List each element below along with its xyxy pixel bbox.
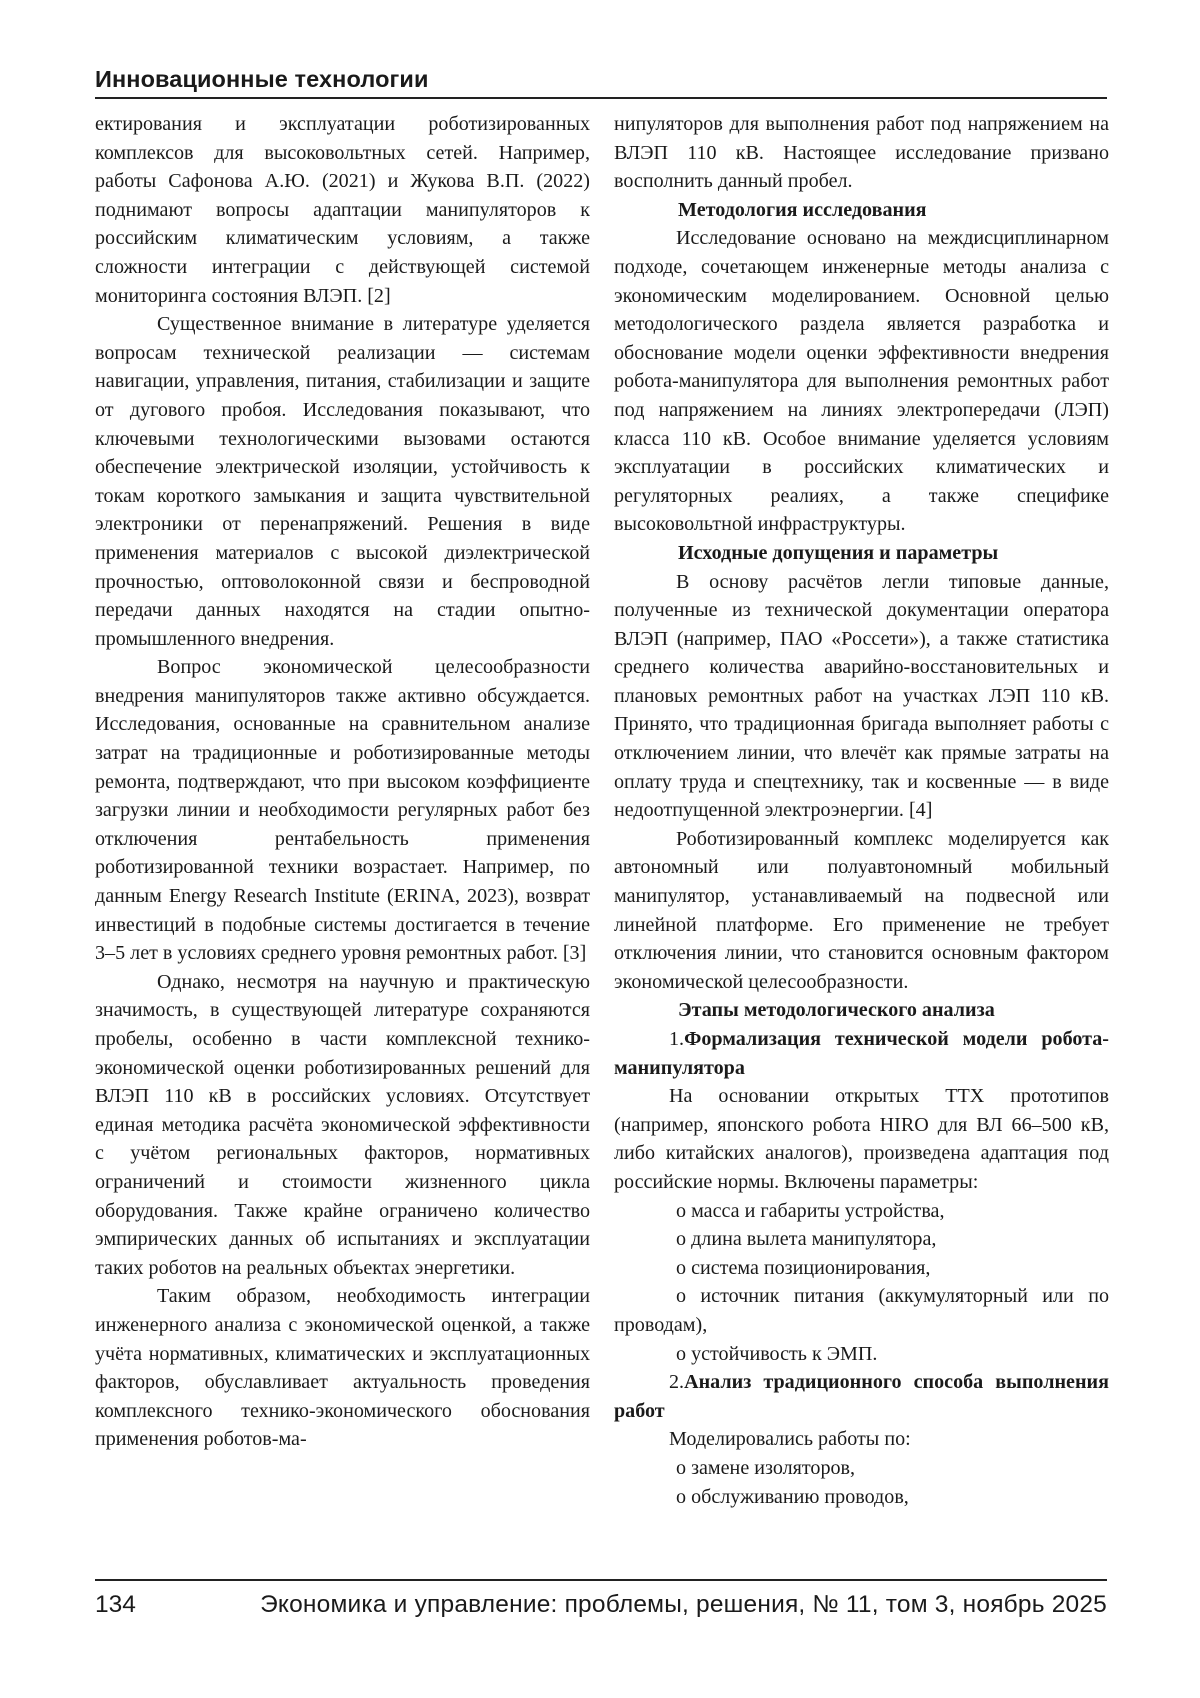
stage-1-title: Формализация технической модели робота-манипулятора — [614, 1028, 1109, 1079]
header-rule — [95, 97, 1107, 99]
left-paragraph-1: ектирования и эксплуатации роботизированных комплексов для высоковольтных сетей. Например, работы Сафонова А.Ю. (2021) и Жукова В.П. (2022) поднимают вопросы адаптации манипуляторов к российским климатическим условиям, а также сложности интеграции с действующей системой мониторинга состояния ВЛЭП. [2] — [95, 113, 590, 307]
stage-1-list-item: о источник питания (аккумуляторный или по проводам), — [614, 1285, 1109, 1336]
stage-1-list-item: о масса и габариты устройства, — [676, 1199, 945, 1222]
stage-2-title: Анализ традиционного способа выполнения работ — [614, 1371, 1109, 1422]
stage-1-number: 1. — [669, 1028, 685, 1050]
right-column — [614, 110, 1109, 1575]
footer-rule — [95, 1579, 1107, 1581]
heading-assumptions: Исходные допущения и параметры — [678, 541, 999, 564]
left-paragraph-4: Однако, несмотря на научную и практическую значимость, в существующей литературе сохраняются пробелы, особенно в части комплексной технико-экономической оценки роботизированных решений для ВЛЭП 110 кВ в российских условиях. Отсутствует единая методика расчёта экономической эффективности с учётом региональных факторов, нормативных ограничений и стоимости жизненного цикла оборудования. Также крайне ограничено количество эмпирических данных об испытаниях и эксплуатации таких роботов на реальных объектах энергетики. — [95, 970, 590, 1279]
stage-1-list-item: о устойчивость к ЭМП. — [676, 1342, 878, 1365]
stage-1-list-item: о система позиционирования, — [676, 1256, 931, 1279]
left-paragraph-5: Таким образом, необходимость интеграции инженерного анализа с экономической оценкой, а также учёта нормативных, климатических и эксплуатационных факторов, обуславливает актуальность проведения комплексного технико-экономического обоснования применения роботов-ма- — [95, 1285, 590, 1451]
robot-model-paragraph: Роботизированный комплекс моделируется как автономный или полуавтономный мобильный манипулятор, устанавливаемый на подвесной или линейной платформе. Его применение не требует отключения линии, что становится основным фактором экономической целесообразности. — [614, 827, 1109, 993]
stage-2-list-item: о обслуживанию проводов, — [676, 1485, 909, 1508]
left-paragraph-3: Вопрос экономической целесообразности внедрения манипуляторов также активно обсуждается. Исследования, основанные на сравнительном анализе затрат на традиционные и роботизированные методы ремонта, подтверждают, что при высоком коэффициенте загрузки линии и необходимости регулярных работ без отключения рентабельность применения роботизированной техники возрастает. Например, по данным Energy Research Institute (ERINA, 2023), возврат инвестиций в подобные системы достигается в течение 3–5 лет в условиях среднего уровня ремонтных работ. [3] — [95, 656, 590, 965]
stage-2-paragraph: Моделировались работы по: — [669, 1428, 911, 1451]
stage-1-list-item: о длина вылета манипулятора, — [676, 1228, 937, 1251]
heading-stages: Этапы методологического анализа — [678, 999, 995, 1022]
heading-methodology: Методология исследования — [678, 198, 927, 221]
stage-1-heading — [614, 1025, 1109, 1082]
left-paragraph-2: Существенное внимание в литературе уделяется вопросам технической реализации — системам навигации, управления, питания, стабилизации и защите от дугового пробоя. Исследования показывают, что ключевыми технологическими вызовами остаются обеспечение электрической изоляции, устойчивость к токам короткого замыкания и защита чувствительной электроники от перенапряжений. Решения в виде применения материалов с высокой диэлектрической прочностью, оптоволоконной связи и беспроводной передачи данных находятся на стадии опытно-промышленного внедрения. — [95, 313, 590, 650]
left-column — [95, 110, 590, 1575]
right-intro-paragraph: нипуляторов для выполнения работ под напряжением на ВЛЭП 110 кВ. Настоящее исследование призвано восполнить данный пробел. — [614, 113, 1109, 193]
journal-footer: Экономика и управление: проблемы, решения, № 11, том 3, ноябрь 2025 — [260, 1591, 1107, 1618]
stage-2-number: 2. — [669, 1371, 685, 1394]
methodology-paragraph: Исследование основано на междисциплинарном подходе, сочетающем инженерные методы анализа с экономическим моделированием. Основной целью методологического раздела является разработка и обоснование модели оценки эффективности внедрения робота-манипулятора для выполнения ремонтных работ под напряжением на линиях электропередачи (ЛЭП) класса 110 кВ. Особое внимание уделяется условиям эксплуатации в российских климатических и регуляторных реалиях, а также специфике высоковольтной инфраструктуры. — [614, 227, 1109, 536]
assumptions-paragraph: В основу расчётов легли типовые данные, полученные из технической документации оператора ВЛЭП (например, ПАО «Россети»), а также статистика среднего количества аварийно-восстановительных и плановых ремонтных работ на участках ЛЭП 110 кВ. Принято, что традиционная бригада выполняет работы с отключением линии, что влечёт как прямые затраты на оплату труда и спецтехнику, так и косвенные — в виде недоотпущенной электроэнергии. [4] — [614, 570, 1109, 822]
page-number: 134 — [95, 1591, 136, 1618]
running-header: Инновационные технологии — [95, 66, 429, 92]
stage-2-heading — [614, 1368, 1109, 1425]
stage-1-paragraph: На основании открытых ТТХ прототипов (например, японского робота HIRO для ВЛ 66–500 кВ, либо китайских аналогов), произведена адаптация под российские нормы. Включены параметры: — [614, 1085, 1109, 1193]
stage-2-list-item: о замене изоляторов, — [676, 1456, 856, 1479]
